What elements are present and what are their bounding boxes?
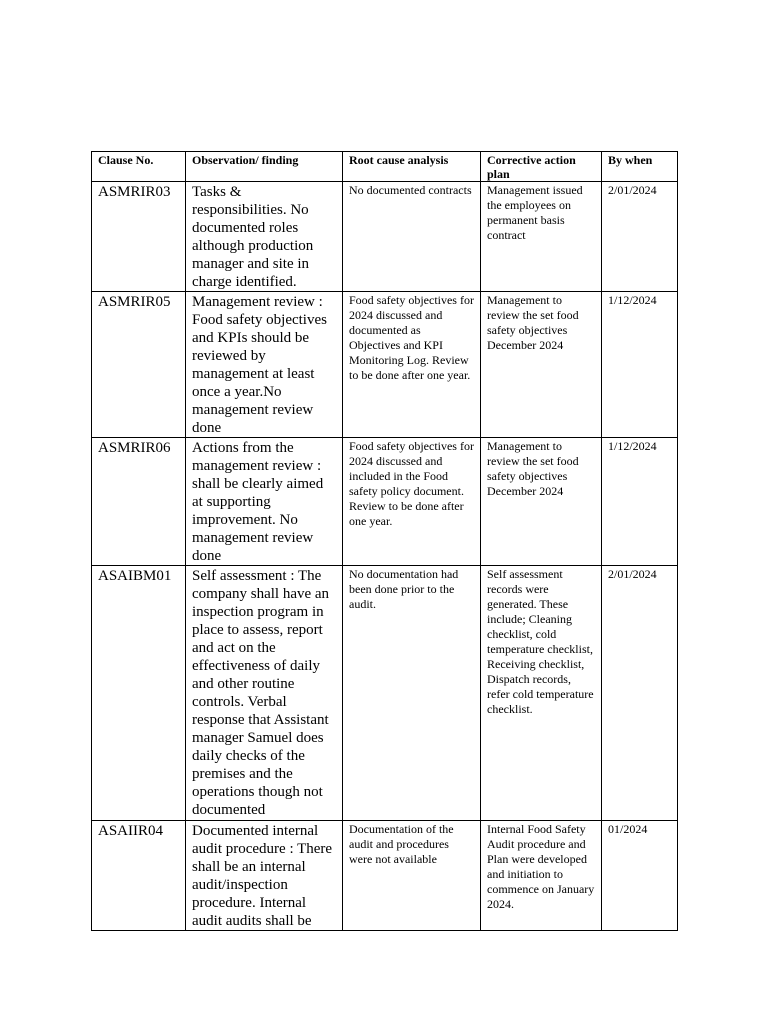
header-clause-no: Clause No. [92, 152, 186, 182]
table-row [92, 438, 678, 566]
observation-cell: Tasks & responsibilities. No documented roles although production manager and site in charge identified. [186, 182, 343, 292]
header-corrective-action: Corrective action plan [481, 152, 602, 182]
clause-cell: ASMRIR05 [92, 292, 186, 438]
root-cause-cell: No documented contracts [343, 182, 481, 292]
header-root-cause: Root cause analysis [343, 152, 481, 182]
clause-cell: ASAIIR04 [92, 821, 186, 931]
by-when-cell: 2/01/2024 [602, 182, 678, 292]
header-by-when: By when [602, 152, 678, 182]
root-cause-cell: Documentation of the audit and procedures were not available [343, 821, 481, 931]
header-observation: Observation/ finding [186, 152, 343, 182]
corrective-action-cell: Management to review the set food safety objectives December 2024 [481, 438, 602, 566]
by-when-cell: 1/12/2024 [602, 292, 678, 438]
clause-cell: ASAIBM01 [92, 566, 186, 821]
observation-cell: Actions from the management review : shall be clearly aimed at supporting improvement. No management review done [186, 438, 343, 566]
observation-cell: Management review : Food safety objectives and KPIs should be reviewed by management at least once a year.No management review done [186, 292, 343, 438]
by-when-cell: 2/01/2024 [602, 566, 678, 821]
root-cause-cell: Food safety objectives for 2024 discussed and documented as Objectives and KPI Monitoring Log. Review to be done after one year. [343, 292, 481, 438]
table-row [92, 182, 678, 292]
by-when-cell: 1/12/2024 [602, 438, 678, 566]
clause-cell: ASMRIR06 [92, 438, 186, 566]
clause-cell: ASMRIR03 [92, 182, 186, 292]
table-row [92, 292, 678, 438]
by-when-cell: 01/2024 [602, 821, 678, 931]
table-header-row [92, 152, 678, 182]
root-cause-cell: Food safety objectives for 2024 discussed and included in the Food safety policy document. Review to be done after one year. [343, 438, 481, 566]
root-cause-cell: No documentation had been done prior to the audit. [343, 566, 481, 821]
corrective-action-cell: Management to review the set food safety objectives December 2024 [481, 292, 602, 438]
corrective-action-cell: Management issued the employees on permanent basis contract [481, 182, 602, 292]
corrective-action-cell: Self assessment records were generated. These include; Cleaning checklist, cold temperature checklist, Receiving checklist, Dispatch records, refer cold temperature checklist. [481, 566, 602, 821]
corrective-action-table [91, 151, 678, 931]
table-row [92, 821, 678, 931]
observation-cell: Documented internal audit procedure : There shall be an internal audit/inspection procedure. Internal audit audits shall be [186, 821, 343, 931]
table-row [92, 566, 678, 821]
corrective-action-cell: Internal Food Safety Audit procedure and Plan were developed and initiation to commence on January 2024. [481, 821, 602, 931]
observation-cell: Self assessment : The company shall have an inspection program in place to assess, report and act on the effectiveness of daily and other routine controls. Verbal response that Assistant manager Samuel does daily checks of the premises and the operations though not documented [186, 566, 343, 821]
